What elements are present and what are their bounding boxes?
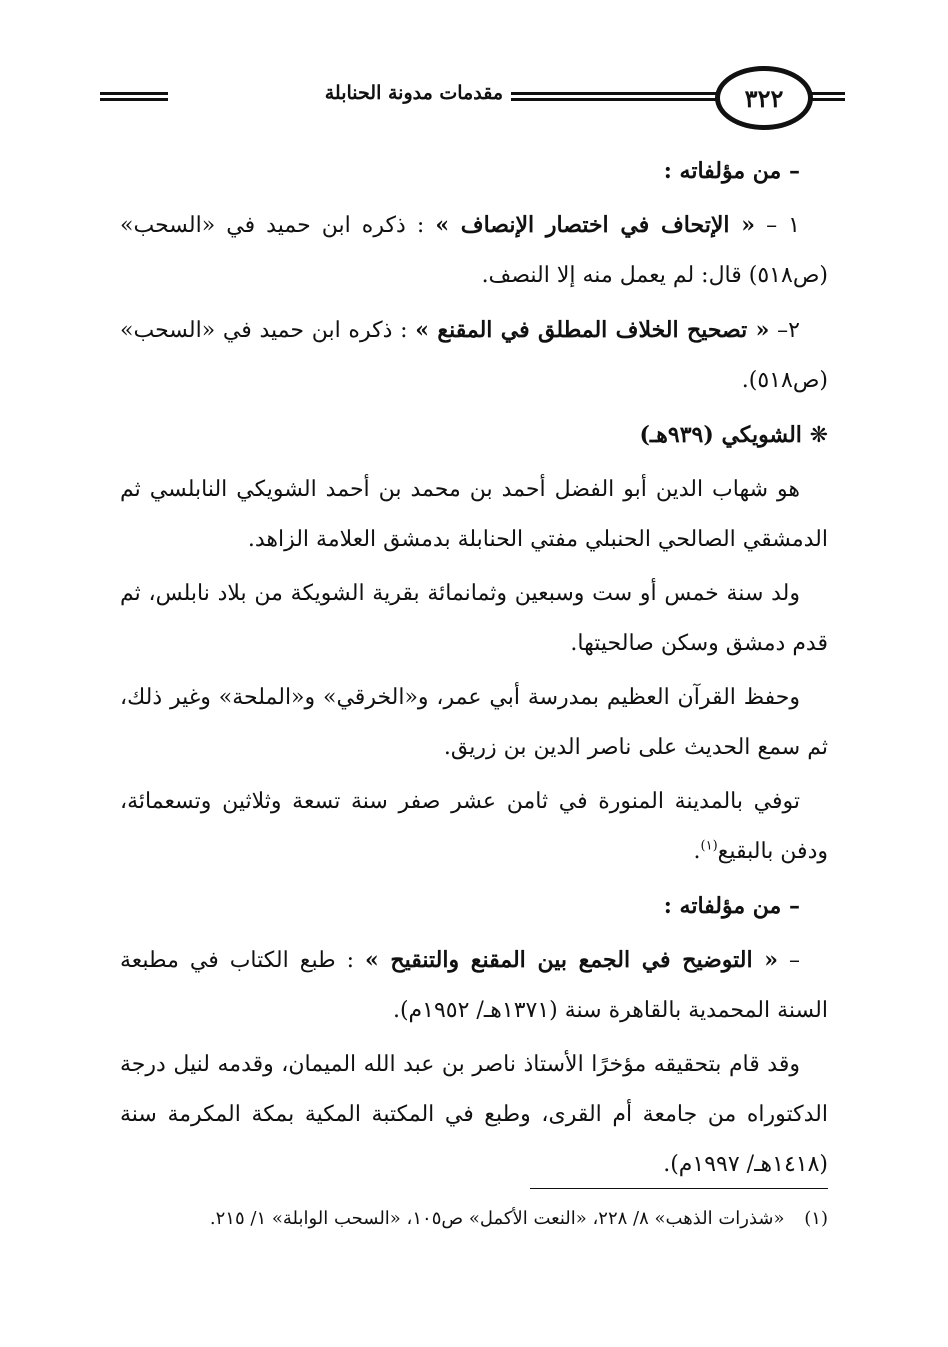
edition-paragraph: وقد قام بتحقيقه مؤخرًا الأستاذ ناصر بن عبد الله الميمان، وقدمه لنيل درجة الدكتوراه من جامعة أم القرى، وطبع في المكتبة المكية بمكة المكرمة سنة (١٤١٨هـ/ ١٩٩٧م). xyxy=(120,1052,828,1177)
footnote-separator xyxy=(530,1188,828,1189)
work-item-1 xyxy=(120,200,828,301)
paragraph-text: توفي بالمدينة المنورة في ثامن عشر صفر سنة تسعة وثلاثين وتسعمائة، ودفن بالبقيع xyxy=(120,789,828,864)
biography-paragraph: ولد سنة خمس أو ست وسبعين وثمانمائة بقرية الشويكة من بلاد نابلس، ثم قدم دمشق وسكن صالحيتها. xyxy=(120,581,828,656)
star-ornament: ❋ xyxy=(809,423,828,448)
item-prefix: ١ – xyxy=(766,213,800,238)
header-rule-left xyxy=(100,92,168,101)
work-title: « التوضيح في الجمع بين المقنع والتنقيح » xyxy=(365,947,778,973)
work-item-2 xyxy=(120,305,828,406)
running-title: مقدمات مدونة الحنابلة xyxy=(324,82,503,104)
page-header xyxy=(100,64,845,134)
biography-name: الشويكي xyxy=(721,422,802,448)
biography-date: (٩٣٩هـ) xyxy=(639,422,714,448)
works-subheading: – من مؤلفاته : xyxy=(663,893,800,919)
work-title: « الإتحاف في اختصار الإنصاف » xyxy=(435,212,755,238)
work-description: : ذكره ابن حميد في «السحب» (ص٥١٨) قال: لم يعمل منه إلا النصف. xyxy=(120,213,828,288)
header-rule-middle xyxy=(511,92,717,101)
works-subheading: – من مؤلفاته : xyxy=(663,158,800,184)
page-number: ٣٢٢ xyxy=(715,66,813,130)
work-description: : طبع الكتاب في مطبعة السنة المحمدية بالقاهرة سنة (١٣٧١هـ/ ١٩٥٢م). xyxy=(120,948,828,1023)
footnote-number: (١) xyxy=(804,1208,828,1229)
work-item xyxy=(120,935,828,1036)
work-description: : ذكره ابن حميد في «السحب» (ص٥١٨). xyxy=(120,318,828,393)
biography-paragraph: وحفظ القرآن العظيم بمدرسة أبي عمر، و«الخرقي» و«الملحة» وغير ذلك، ثم سمع الحديث على ناصر الدين بن زريق. xyxy=(120,685,828,760)
paragraph-end: . xyxy=(693,839,701,864)
item-prefix: – xyxy=(789,948,800,973)
work-title: « تصحيح الخلاف المطلق في المقنع » xyxy=(415,317,770,343)
biography-heading xyxy=(120,410,828,461)
main-text xyxy=(120,146,828,1194)
item-prefix: ٢– xyxy=(777,318,800,343)
biography-paragraph xyxy=(120,777,828,877)
biography-paragraph: هو شهاب الدين أبو الفضل أحمد بن محمد بن أحمد الشويكي النابلسي ثم الدمشقي الصالحي الحنبلي مفتي الحنابلة بدمشق العلامة الزاهد. xyxy=(120,477,828,552)
footnote xyxy=(120,1204,828,1234)
footnote-text: «شذرات الذهب» ٨/ ٢٢٨، «النعت الأكمل» ص١٠٥، «السحب الوابلة» ١/ ٢١٥. xyxy=(209,1208,785,1229)
footnote-marker: (١) xyxy=(700,838,718,854)
